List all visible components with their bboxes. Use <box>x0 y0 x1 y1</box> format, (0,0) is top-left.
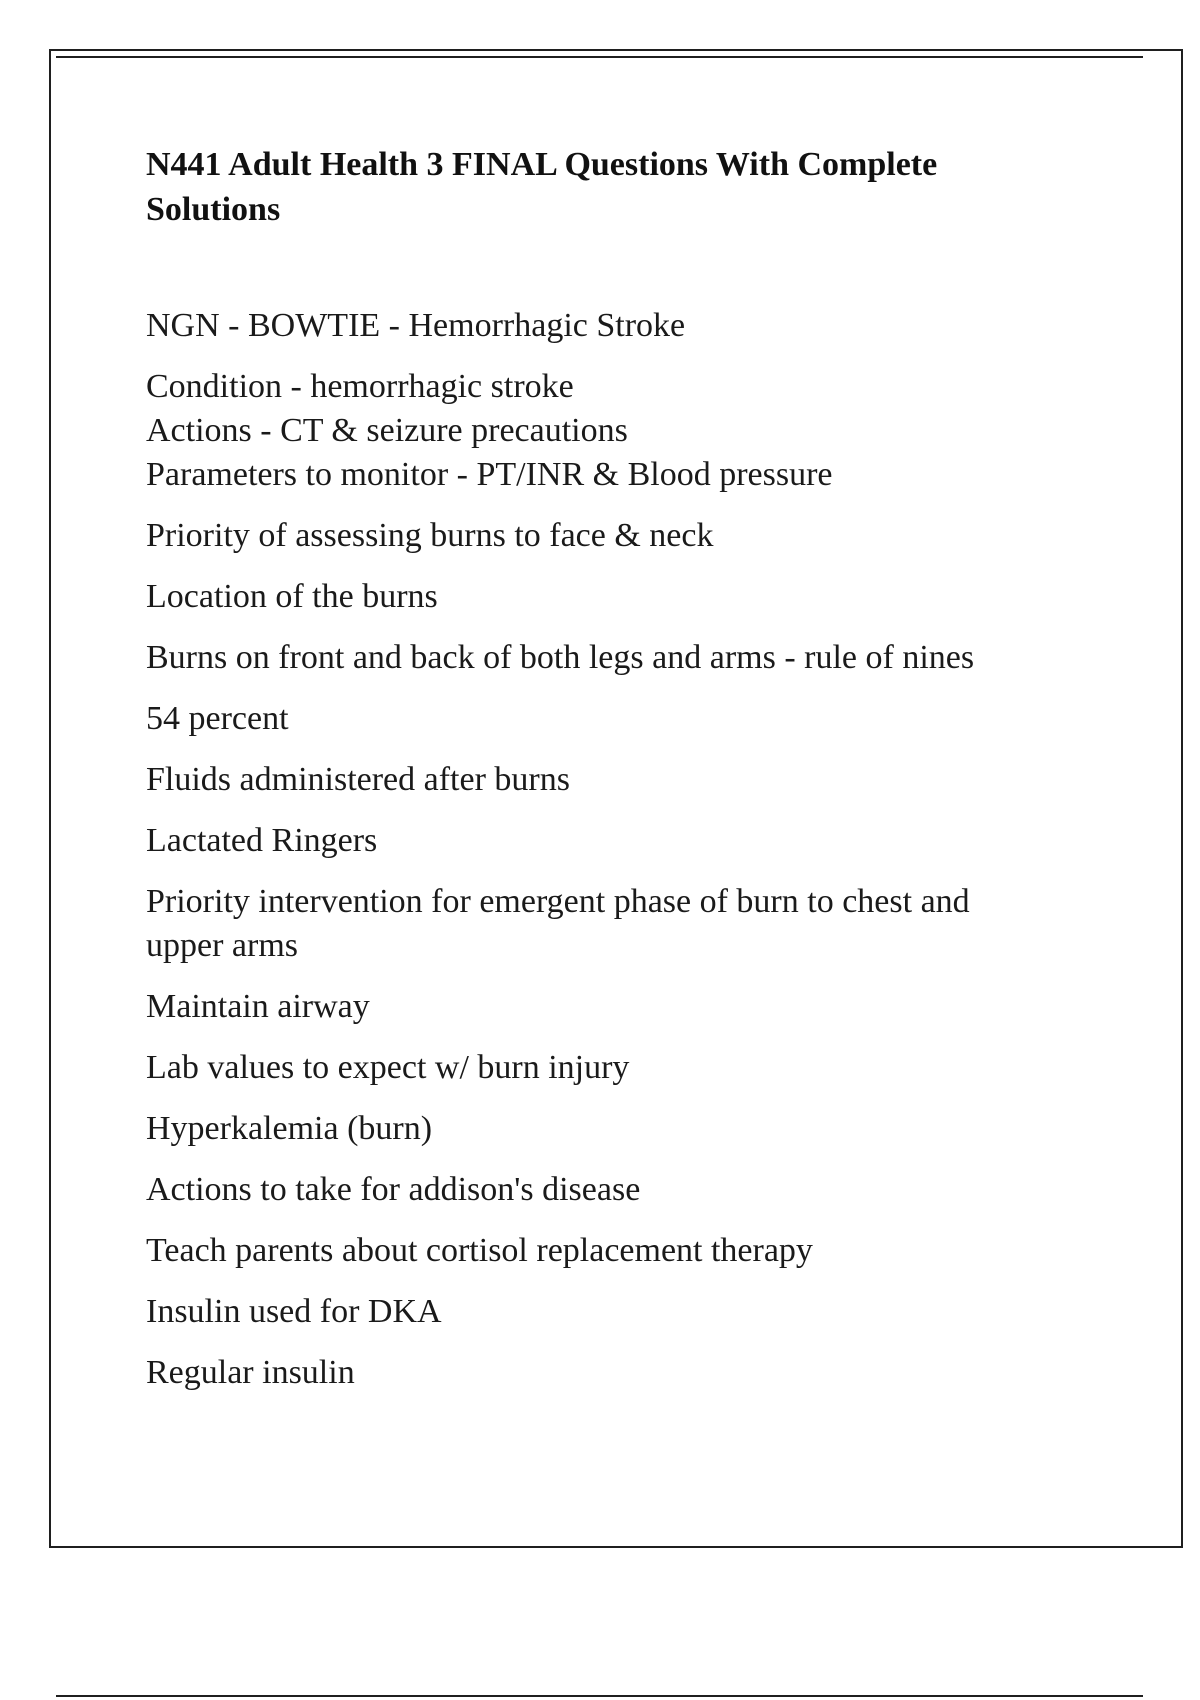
qa-entry-question: Insulin used for DKA <box>146 1293 442 1330</box>
qa-entry-answer: Lactated Ringers <box>146 822 378 859</box>
answer-line-condition: Condition - hemorrhagic stroke <box>146 368 574 405</box>
qa-entry-answer: Teach parents about cortisol replacement therapy <box>146 1232 813 1269</box>
header-rule <box>56 56 1143 58</box>
answer-line-actions: Actions - CT & seizure precautions <box>146 412 628 449</box>
qa-entry-question: Burns on front and back of both legs and arms - rule of nines <box>146 639 975 676</box>
document-body <box>146 142 1046 1412</box>
qa-entry-answer: Maintain airway <box>146 988 370 1025</box>
qa-entry-answer: 54 percent <box>146 700 289 737</box>
qa-entry-question: Fluids administered after burns <box>146 761 570 798</box>
qa-entry-answer-block <box>146 365 1046 497</box>
qa-entry-question: Actions to take for addison's disease <box>146 1171 641 1208</box>
qa-entry-question: Lab values to expect w/ burn injury <box>146 1049 630 1086</box>
answer-line-parameters: Parameters to monitor - PT/INR & Blood pressure <box>146 456 833 493</box>
footer-rule <box>56 1695 1143 1697</box>
qa-entry-question: NGN - BOWTIE - Hemorrhagic Stroke <box>146 307 686 344</box>
qa-list <box>146 304 1046 1395</box>
qa-entry-question: Priority intervention for emergent phase of burn to chest and upper arms <box>146 883 970 964</box>
qa-entry-answer: Hyperkalemia (burn) <box>146 1110 433 1147</box>
qa-entry-question: Priority of assessing burns to face & neck <box>146 517 714 554</box>
qa-entry-answer: Location of the burns <box>146 578 438 615</box>
qa-entry-answer: Regular insulin <box>146 1354 355 1391</box>
document-title: N441 Adult Health 3 FINAL Questions With Complete Solutions <box>146 146 938 228</box>
